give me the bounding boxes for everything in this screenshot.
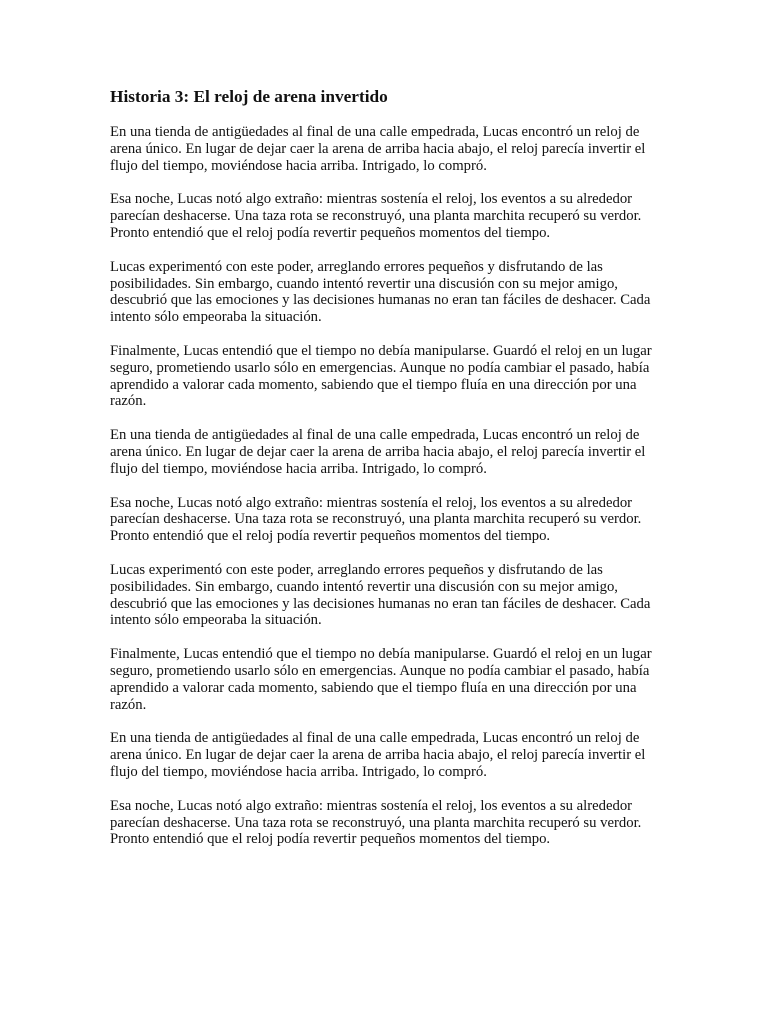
story-paragraph: En una tienda de antigüedades al final de una calle empedrada, Lucas encontró un reloj de arena único. En lugar de dejar caer la arena de arriba hacia abajo, el reloj parecía invertir el flujo del tiempo, moviéndose hacia arriba. Intrigado, lo compró.: [110, 124, 646, 174]
story-paragraph: Esa noche, Lucas notó algo extraño: mientras sostenía el reloj, los eventos a su alrededor parecían deshacerse. Una taza rota se reconstruyó, una planta marchita recuperó su verdor. Pronto entendió que el reloj podía revertir pequeños momentos del tiempo.: [110, 797, 642, 848]
story-paragraph: Lucas experimentó con este poder, arreglando errores pequeños y disfrutando de las posibilidades. Sin embargo, cuando intentó revertir una discusión con su mejor amigo, descubrió que las emociones y las decisiones humanas no eran tan fáciles de deshacer. Cada intento sólo empeoraba la situación.: [110, 258, 651, 326]
story-paragraph: Finalmente, Lucas entendió que el tiempo no debía manipularse. Guardó el reloj en un lugar seguro, prometiendo usarlo sólo en emergencias. Aunque no podía cambiar el pasado, había aprendido a valorar cada momento, sabiendo que el tiempo fluía en una dirección por una razón.: [110, 342, 652, 410]
story-paragraph: Finalmente, Lucas entendió que el tiempo no debía manipularse. Guardó el reloj en un lugar seguro, prometiendo usarlo sólo en emergencias. Aunque no podía cambiar el pasado, había aprendido a valorar cada momento, sabiendo que el tiempo fluía en una dirección por una razón.: [110, 646, 652, 713]
story-paragraph: En una tienda de antigüedades al final de una calle empedrada, Lucas encontró un reloj de arena único. En lugar de dejar caer la arena de arriba hacia abajo, el reloj parecía invertir el flujo del tiempo, moviéndose hacia arriba. Intrigado, lo compró.: [110, 730, 646, 780]
story-paragraph: Esa noche, Lucas notó algo extraño: mientras sostenía el reloj, los eventos a su alrededor parecían deshacerse. Una taza rota se reconstruyó, una planta marchita recuperó su verdor. Pronto entendió que el reloj podía revertir pequeños momentos del tiempo.: [110, 494, 642, 545]
story-paragraph: Lucas experimentó con este poder, arreglando errores pequeños y disfrutando de las posibilidades. Sin embargo, cuando intentó revertir una discusión con su mejor amigo, descubrió que las emociones y las decisiones humanas no eran tan fáciles de deshacer. Cada intento sólo empeoraba la situación.: [110, 561, 651, 629]
story-title: Historia 3: El reloj de arena invertido: [110, 87, 388, 106]
story-paragraph: Esa noche, Lucas notó algo extraño: mientras sostenía el reloj, los eventos a su alrededor parecían deshacerse. Una taza rota se reconstruyó, una planta marchita recuperó su verdor. Pronto entendió que el reloj podía revertir pequeños momentos del tiempo.: [110, 191, 642, 241]
story-paragraph: En una tienda de antigüedades al final de una calle empedrada, Lucas encontró un reloj de arena único. En lugar de dejar caer la arena de arriba hacia abajo, el reloj parecía invertir el flujo del tiempo, moviéndose hacia arriba. Intrigado, lo compró.: [110, 427, 646, 477]
document-body: [110, 86, 655, 865]
